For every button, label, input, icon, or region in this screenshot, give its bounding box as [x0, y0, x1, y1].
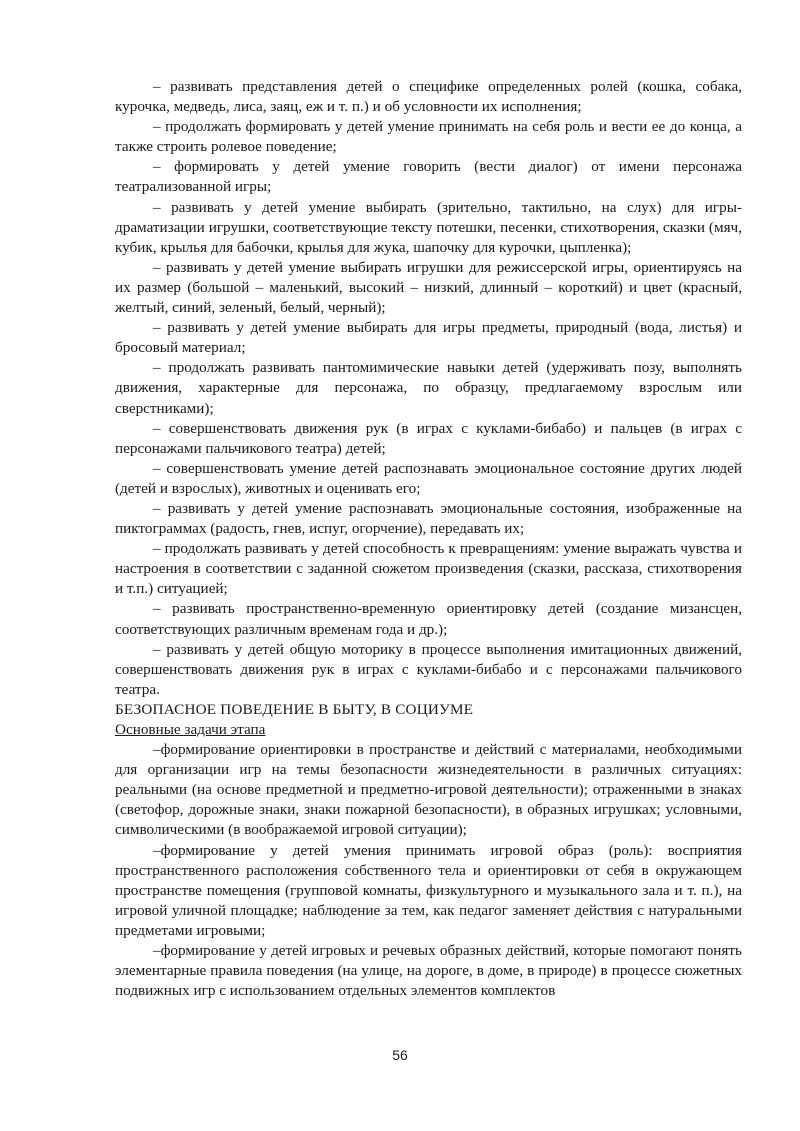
list-item: – совершенствовать движения рук (в играх с куклами-бибабо) и пальцев (в играх с персонажами пальчикового театра) детей;: [115, 419, 742, 457]
subheading: Основные задачи этапа: [115, 721, 266, 738]
page-number: 56: [392, 1047, 408, 1063]
list-item: – развивать представления детей о специфике определенных ролей (кошка, собака, курочка, медведь, лиса, заяц, еж и т. п.) и об условности их исполнения;: [115, 78, 742, 116]
list-item: – формировать у детей умение говорить (вести диалог) от имени персонажа театрализованной игры;: [115, 158, 742, 196]
list-item: – развивать у детей умение выбирать игрушки для режиссерской игры, ориентируясь на их размер (большой – маленький, высокий – низкий, длинный – короткий) и цвет (красный, желтый, синий, зеленый, белый, черный);: [115, 258, 742, 317]
list-item: – развивать у детей умение распознавать эмоциональные состояния, изображенные на пиктограммах (радость, гнев, испуг, огорчение), передавать их;: [115, 499, 742, 538]
section-title: БЕЗОПАСНОЕ ПОВЕДЕНИЕ В БЫТУ, В СОЦИУМЕ: [115, 700, 474, 718]
list-item: – продолжать формировать у детей умение принимать на себя роль и вести ее до конца, а также строить ролевое поведение;: [115, 118, 742, 156]
list-item: – развивать пространственно-временную ориентировку детей (создание мизансцен, соответствующих различным временам года и др.);: [115, 600, 742, 638]
bullet-list: [115, 77, 742, 700]
list-item: – продолжать развивать пантомимические навыки детей (удерживать позу, выполнять движения, характерные для персонажа, по образцу, предлагаемому взрослым или сверстниками);: [115, 359, 742, 417]
list-item: – развивать у детей умение выбирать для игры предметы, природный (вода, листья) и бросовый материал;: [115, 319, 742, 357]
task-item: –формирование у детей игровых и речевых образных действий, которые помогают понять элементарные правила поведения (на улице, на дороге, в доме, в природе) в процессе сюжетных подвижных игр с использованием отдельных элементов комплектов: [115, 942, 742, 1000]
task-item: –формирование у детей умения принимать игровой образ (роль): восприятия пространственного расположения собственного тела и ориентировки от себя в окружающем пространстве помещения (групповой комнаты, физкультурного и музыкального зала и т. п.), на игровой уличной площадке; наблюдение за тем, как педагог заменяет действия с натуральными предметами игровыми;: [115, 841, 742, 939]
document-page: [115, 77, 742, 1001]
list-item: – совершенствовать умение детей распознавать эмоциональное состояние других людей (детей и взрослых), животных и оценивать его;: [115, 459, 742, 497]
list-item: – продолжать развивать у детей способность к превращениям: умение выражать чувства и настроения в соответствии с заданной сюжетом произведения (сказки, рассказа, стихотворения и т.п.) ситуацией;: [115, 540, 742, 598]
task-list: [115, 740, 742, 1001]
task-item: –формирование ориентировки в пространстве и действий с материалами, необходимыми для организации игр на темы безопасности жизнедеятельности в различных ситуациях: реальными (на основе предметной и предметно-игровой деятельности); отраженными в знаках (светофор, дорожные знаки, знаки пожарной безопасности), в образных игрушках; условными, символическими (в воображаемой игровой ситуации);: [115, 741, 742, 839]
list-item: – развивать у детей умение выбирать (зрительно, тактильно, на слух) для игры-драматизации игрушки, соответствующие тексту потешки, песенки, стихотворения, сказки (мяч, кубик, крылья для бабочки, крылья для жука, шапочку для курочки, цыпленка);: [115, 198, 742, 256]
list-item: – развивать у детей общую моторику в процессе выполнения имитационных движений, совершенствовать движения рук в играх с куклами-бибабо и с персонажами пальчикового театра.: [115, 640, 742, 698]
